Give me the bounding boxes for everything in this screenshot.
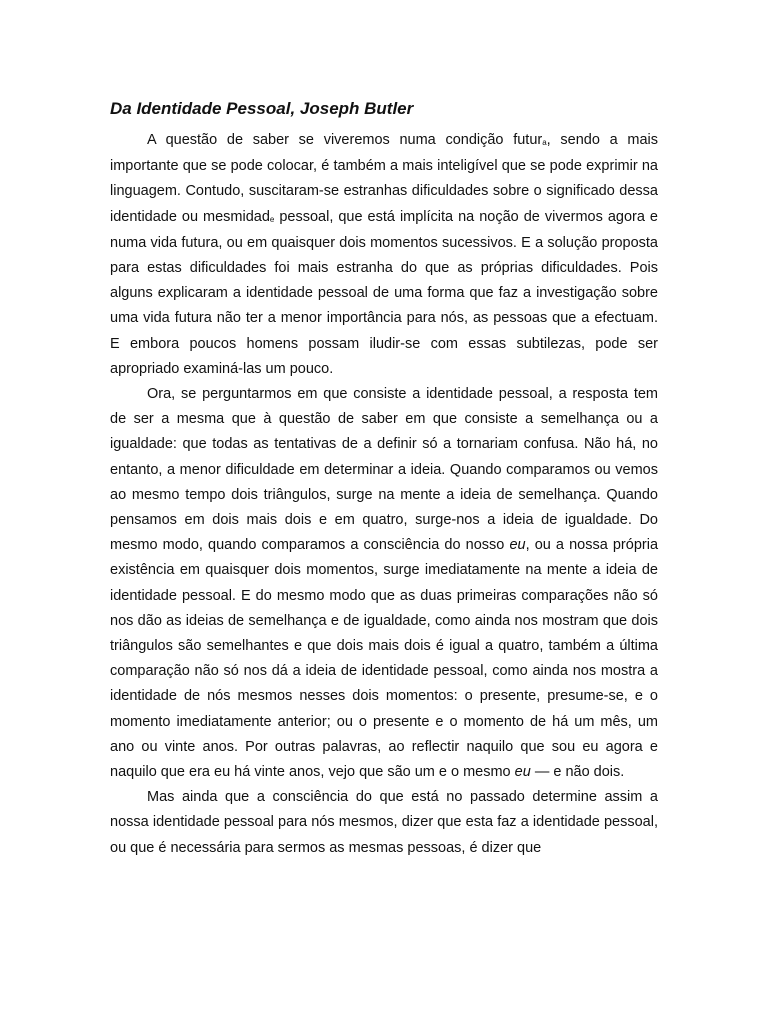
paragraph-text: — e não dois. [530, 764, 625, 781]
paragraph [110, 382, 658, 785]
paragraph-text: Ora, se perguntarmos em que consiste a identidade pessoal, a resposta tem de ser a mesma que à questão de saber em que consiste a semelhança ou a igualdade: que todas as tentativas de a definir só a tornariam confusa. Não há, no entanto, a menor dificuldade em determinar a ideia. Quando comparamos ou vemos ao mesmo tempo dois triângulos, surge na mente a ideia de semelhança. Quando pensamos em dois mais dois e em quatro, surge-nos a ideia de igualdade. Do mesmo modo, quando comparamos a consciência do nosso [110, 386, 658, 554]
paragraph-emphasis: eu [509, 537, 526, 554]
paragraph-text: pessoal, que está implícita na noção de vivermos agora e numa vida futura, ou em quaisquer dois momentos sucessivos. E a solução proposta para estas dificuldades foi mais estranha do que as próprias dificuldades. Pois alguns explicaram a identidade pessoal de uma forma que faz a investigação sobre uma vida futura não ter a menor importância para nós, as pessoas que a efectuam. E embora poucos homens possam iludir-se com essas subtilezas, pode ser apropriado examiná-las um pouco. [110, 208, 658, 377]
paragraph-text: , ou a nossa própria existência em quaisquer dois momentos, surge imediatamente na mente a ideia de identidade pessoal. E do mesmo modo que as duas primeiras comparações não só nos dão as ideias de semelhança e de igualdade, como ainda nos mostram que dois triângulos são semelhantes e que dois mais dois é igual a quatro, também a última comparação não só nos dá a ideia de identidade pessoal, como ainda nos mostra a identidade de nós mesmos nesses dois momentos: o presente, presume-se, e o momento imediatamente anterior; ou o presente e o momento de há um mês, um ano ou vinte anos. Por outras palavras, ao reflectir naquilo que sou eu agora e naquilo que era eu há vinte anos, vejo que são um e o mesmo [110, 537, 659, 781]
paragraph-subscript: a [542, 138, 547, 147]
paragraph-subscript: e [269, 214, 275, 224]
paragraph [110, 128, 658, 382]
paragraph-text: A questão de saber se viveremos numa condição futur [147, 132, 543, 148]
paragraph-emphasis: eu [514, 764, 531, 781]
document-body [110, 96, 658, 861]
paragraph-text: Mas ainda que a consciência do que está no passado determine assim a nossa identidade pessoal para nós mesmos, dizer que esta faz a identidade pessoal, ou que é necessária para sermos as mesmas pessoas, é dizer que [110, 789, 658, 856]
document-title: Da Identidade Pessoal, Joseph Butler [110, 99, 414, 118]
paragraph [110, 785, 658, 861]
paragraph-text: , sendo a mais importante que se pode colocar, é também a mais inteligível que se pode exprimir na linguagem. Contudo, suscitaram-se estranhas dificuldades sobre o significado dessa identidade ou mesmidad [110, 132, 658, 225]
